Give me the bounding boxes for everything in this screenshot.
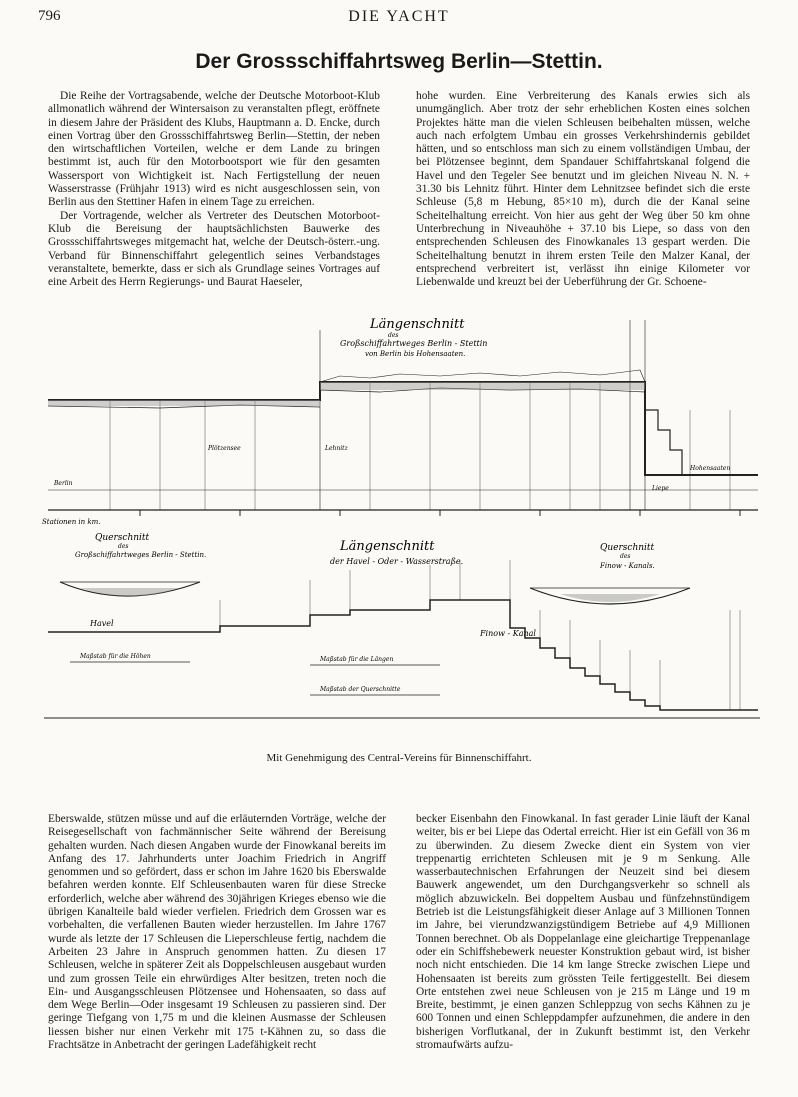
upper-section-title: Längenschnitt bbox=[370, 317, 465, 332]
lower-right-sub1: des bbox=[620, 553, 631, 560]
scale-label-heights: Maßstab für die Höhen bbox=[80, 653, 151, 660]
station-label: Berlin bbox=[54, 480, 73, 487]
lower-cross-section-right bbox=[530, 588, 690, 604]
top-left-column bbox=[48, 90, 380, 289]
lower-longitudinal-staircase bbox=[48, 600, 758, 710]
figure-caption: Mit Genehmigung des Central-Vereins für Binnenschiffahrt. bbox=[266, 752, 532, 764]
scale-label-cross: Maßstab der Querschnitte bbox=[320, 686, 401, 693]
bottom-right-column bbox=[416, 813, 750, 1052]
lower-mid-title: Längenschnitt bbox=[340, 539, 435, 554]
station-label: Hohensaaten bbox=[690, 465, 731, 472]
paragraph: Die Reihe der Vortragsabende, welche der Deutsche Motorboot-Klub allmonatlich während der Wintersaison zu veranstalten pflegt, eröffnete in diesem Jahre der Präsident des Klubs, Hauptmann a. D. Encke, durch einen Vortrag über den Grossschiffahrtsweg Berlin—Stettin, der neben den wirtschaftlichen Vorteilen, welche er dem Lande zu bringen bestimmt ist, auch für den Motorbootsport wie für den gesamten Wassersport von Wichtigkeit ist. Nach Fertigstellung der neuen Wasserstrasse (Frühjahr 1913) wird es nicht ausgeschlossen sein, von Berlin aus den Stettiner Hafen in einem Tage zu erreichen. bbox=[48, 90, 380, 209]
lower-cross-section-left bbox=[60, 582, 200, 596]
havel-water-fill bbox=[48, 400, 320, 406]
lower-left-sub1: des bbox=[118, 543, 129, 550]
scale-label-lengths: Maßstab für die Längen bbox=[320, 656, 394, 663]
top-right-column bbox=[416, 90, 750, 289]
paragraph: Eberswalde, stützen müsse und auf die erläuternden Vorträge, welche der Reisegesellschaft von fachmännischer Seite während der Bereisung gehalten wurden. Nach diesen Angaben wurde der Finowkanal bereits im Anfang des 17. Jahrhunderts unter Joachim Friedrich in Angriff genommen und so gefördert, dass er schon im Jahre 1620 bis Eberswalde befahren werden konnte. Elf Schleusenbauten waren für diese Strecke erforderlich, welche aber während des 30jährigen Krieges ebenso wie die übrigen Kanalteile bald wieder verfielen. Friedrich dem Grossen war es vorbehalten, die verfallenen Bauten wieder herzustellen. Im Jahre 1767 wurde als letzte der 17 Schleusen die Lieperschleuse fertig, nachdem die Arbeiten 23 Jahre in Anspruch genommen hatten. Zu diesen 17 Schleusen, welche in späterer Zeit als Doppelschleusen ausgebaut wurden und zum grossen Teile ein ehrwürdiges Alter besitzen, treten noch die Ein- und Ausgangsschleusen Plötzensee und Hohensaaten, so dass auf dem Wege Berlin—Oder insgesamt 19 Schleusen zu passieren sind. Der geringe Tiefgang von 1,75 m und die kleinen Ausmasse der Schleusen liessen bisher nur einen Verkehr mit 175 t-Kähnen zu, so dass die Frachtsätze in Anbetracht der geringen Ladefähigkeit recht bbox=[48, 813, 386, 1052]
station-label: Plötzensee bbox=[208, 445, 241, 452]
lower-right-title: Querschnitt bbox=[600, 543, 655, 553]
lower-left-sub2: Großschiffahrtweges Berlin - Stettin. bbox=[75, 551, 207, 559]
bottom-left-column bbox=[48, 813, 386, 1052]
article-title: Der Grossschiffahrtsweg Berlin—Stettin. bbox=[195, 50, 603, 73]
running-title: DIE YACHT bbox=[348, 8, 450, 25]
upper-section-sub3: von Berlin bis Hohensaaten. bbox=[365, 350, 466, 358]
page-number: 796 bbox=[38, 8, 61, 24]
canal-profile-figure bbox=[40, 310, 762, 722]
profile-drawing bbox=[40, 310, 762, 722]
finow-label: Finow - Kanal bbox=[480, 629, 536, 638]
lower-right-sub2: Finow - Kanals. bbox=[600, 562, 655, 570]
havel-label: Havel bbox=[90, 619, 114, 628]
paragraph: hohe wurden. Eine Verbreiterung des Kanals erwies sich als unumgänglich. Aber trotz der sehr erheblichen Kosten eines solchen Projektes hätte man die vielen Schleusen beibehalten müssen, welche auch nach erfolgtem Umbau ein grosses Verkehrshindernis gebildet hätten, und so entschloss man sich zu einem vollständigen Umbau, der bei Plötzensee beginnt, dem Spandauer Schiffahrtskanal folgend die Havel und den Tegeler See benutzt und im gleichen Niveau N. N. + 31.30 bis Lehnitz führt. Hinter dem Lehnitzsee befindet sich die erste Schleuse (5,8 m Hebung, 85×10 m), durch die der Kanal seine Scheitelhaltung erreicht. Von hier aus geht der Weg über 50 km ohne Unterbrechung in Niveauhöhe + 37.10 bis Liepe, so dass von den entsprechenden Schleusen des Finowkanales 13 gespart werden. Die Scheitelhaltung benutzt in ihrem ersten Teile den Malzer Kanal, der entsprechend verbreitert ist, verlässt ihn einige Kilometer vor Liebenwalde und kreuzt bei der Ueberführung der Gr. Schoene- bbox=[416, 90, 750, 289]
upper-axis-label: Stationen in km. bbox=[42, 518, 101, 526]
lower-left-title: Querschnitt bbox=[95, 533, 150, 543]
lower-mid-sub: der Havel - Oder - Wasserstraße. bbox=[330, 557, 464, 566]
upper-section-sub1: des bbox=[388, 332, 399, 339]
upper-section-sub2: Großschiffahrtweges Berlin - Stettin bbox=[340, 339, 488, 348]
station-label: Lehnitz bbox=[325, 445, 348, 452]
paragraph: Der Vortragende, welcher als Vertreter des Deutschen Motorboot-Klub die Bereisung der hauptsächlichsten Bauwerke des Grossschiffahrtsweges mitgemacht hat, welche der Deutsch-österr.-ung. Verband für Binnenschiffahrt gelegentlich seines Verbandstages veranstaltete, bemerkte, dass er sich als Grundlage seines Vortrages auf eine Arbeit des Herrn Regierungs- und Baurat Haeseler, bbox=[48, 209, 380, 289]
station-label: Liepe bbox=[652, 485, 669, 492]
paragraph: becker Eisenbahn den Finowkanal. In fast gerader Linie läuft der Kanal weiter, bis er bei Liepe das Odertal erreicht. Hier ist ein Gefäll von 36 m zu überwinden. Zu diesem Zwecke dient ein System von vier treppenartig errichteten Schleusen mit je 9 m Senkung. Alle wasserbautechnischen Erfahrungen der Neuzeit sind bei diesem Bauwerk angewendet, um den Durchgangsverkehr so schnell als möglich abzuwickeln. Bei doppeltem Ausbau und fünfzehnstündigem Betrieb ist die Leistungsfähigkeit dieser Anlage auf 3 Millionen Tonnen im Jahre, bei vierundzwanzigstündigem Betriebe auf 4,9 Millionen Tonnen berechnet. Ob als Doppelanlage eine gleichartige Treppenanlage oder ein Schiffshebewerk neuester Konstruktion gebaut wird, ist bisher noch nicht entschieden. Die 14 km lange Strecke zwischen Liepe und Hohensaaten ist bereits zum grössten Teile fertiggestellt. Bei diesem Orte entstehen zwei neue Schleusen von je 215 m Länge und 19 m Breite, bestimmt, je einen ganzen Schleppzug von sechs Kähnen zu je 600 Tonnen und einen Schleppdampfer aufzunehmen, die andere in den bisherigen Vorflutkanal, der in Zukunft bestimmt ist, den Verkehr stromaufwärts aufzu- bbox=[416, 813, 750, 1052]
canal-water-fill bbox=[320, 382, 645, 390]
